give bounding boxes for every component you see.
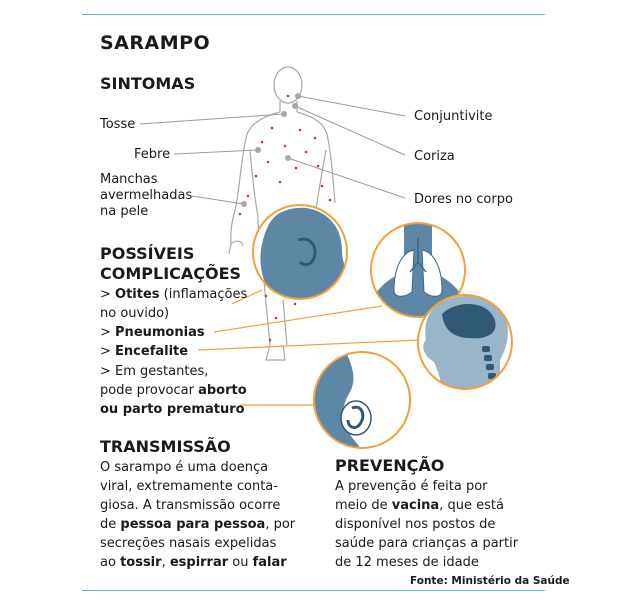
bullet-prefix: > [100,344,116,359]
label-coryza: Coriza [414,149,455,164]
source-credit: Fonte: Ministério da Saúde [410,575,570,587]
transmission-heading: TRANSMISSÃO [100,437,231,456]
encephalitis-term: Encefalite [115,344,189,359]
text-span: de [100,517,121,532]
text-span: , que está [439,498,504,513]
label-spots-1: Manchas [100,172,158,187]
ear-circle-illustration [253,205,352,320]
sneeze-term: espirrar [169,555,229,570]
page-title: SARAMPO [100,32,211,54]
complications-heading-1: POSSÍVEIS [100,244,195,263]
symptoms-heading: SINTOMAS [100,74,196,93]
complications-heading-2: COMPLICAÇÕES [100,264,242,283]
prevention-heading: PREVENÇÃO [335,456,445,475]
transmission-line-2: viral, extremamente conta- [100,479,278,494]
label-spots-2: avermelhadas [100,188,193,203]
pregnancy-circle-illustration [300,352,410,460]
complication-pregnant-2 [100,381,247,400]
abortion-term: aborto [198,383,247,398]
speak-term: falar [252,555,287,570]
complication-otitis [100,285,247,304]
bullet-prefix: > [100,287,116,302]
complication-pregnant-1: > Em gestantes, [100,364,209,379]
label-body-pain: Dores no corpo [414,192,513,207]
brain-circle-illustration [418,295,512,400]
transmission-line-3: giosa. A transmissão ocorre [100,498,281,513]
bullet-prefix: > [100,325,116,340]
text-span: , [161,555,170,570]
cough-term: tossir [120,555,162,570]
prevention-line-2 [335,496,504,515]
otitis-desc: (inflamações [159,287,248,302]
transmission-line-5: secreções nasais expelidas [100,536,277,551]
label-conjunctivitis: Conjuntivite [414,109,493,124]
transmission-line-6 [100,553,287,572]
prevention-line-4: saúde para crianças a partir [335,536,519,551]
prevention-line-3: disponível nos postos de [335,517,496,532]
prevention-line-5: de 12 meses de idade [335,555,479,570]
label-cough: Tosse [100,117,136,132]
vaccine-term: vacina [391,498,440,513]
text-span: ou [228,555,253,570]
pregnant-text: pode provocar [100,383,199,398]
transmission-line-1: O sarampo é uma doença [100,460,269,475]
text-span: , por [265,517,296,532]
text-span: ao [100,555,121,570]
label-spots-3: na pele [100,204,149,219]
label-fever: Febre [134,147,171,162]
text-span: meio de [335,498,392,513]
complication-encephalitis [100,342,188,361]
pneumonia-term: Pneumonias [115,325,205,340]
person-to-person-term: pessoa para pessoa [120,517,266,532]
complication-otitis-2: no ouvido) [100,306,170,321]
complication-pneumonia [100,323,205,342]
prevention-line-1: A prevenção é feita por [335,479,488,494]
otitis-term: Otites [115,287,160,302]
complication-pregnant-3: ou parto prematuro [100,402,245,417]
transmission-line-4 [100,515,295,534]
